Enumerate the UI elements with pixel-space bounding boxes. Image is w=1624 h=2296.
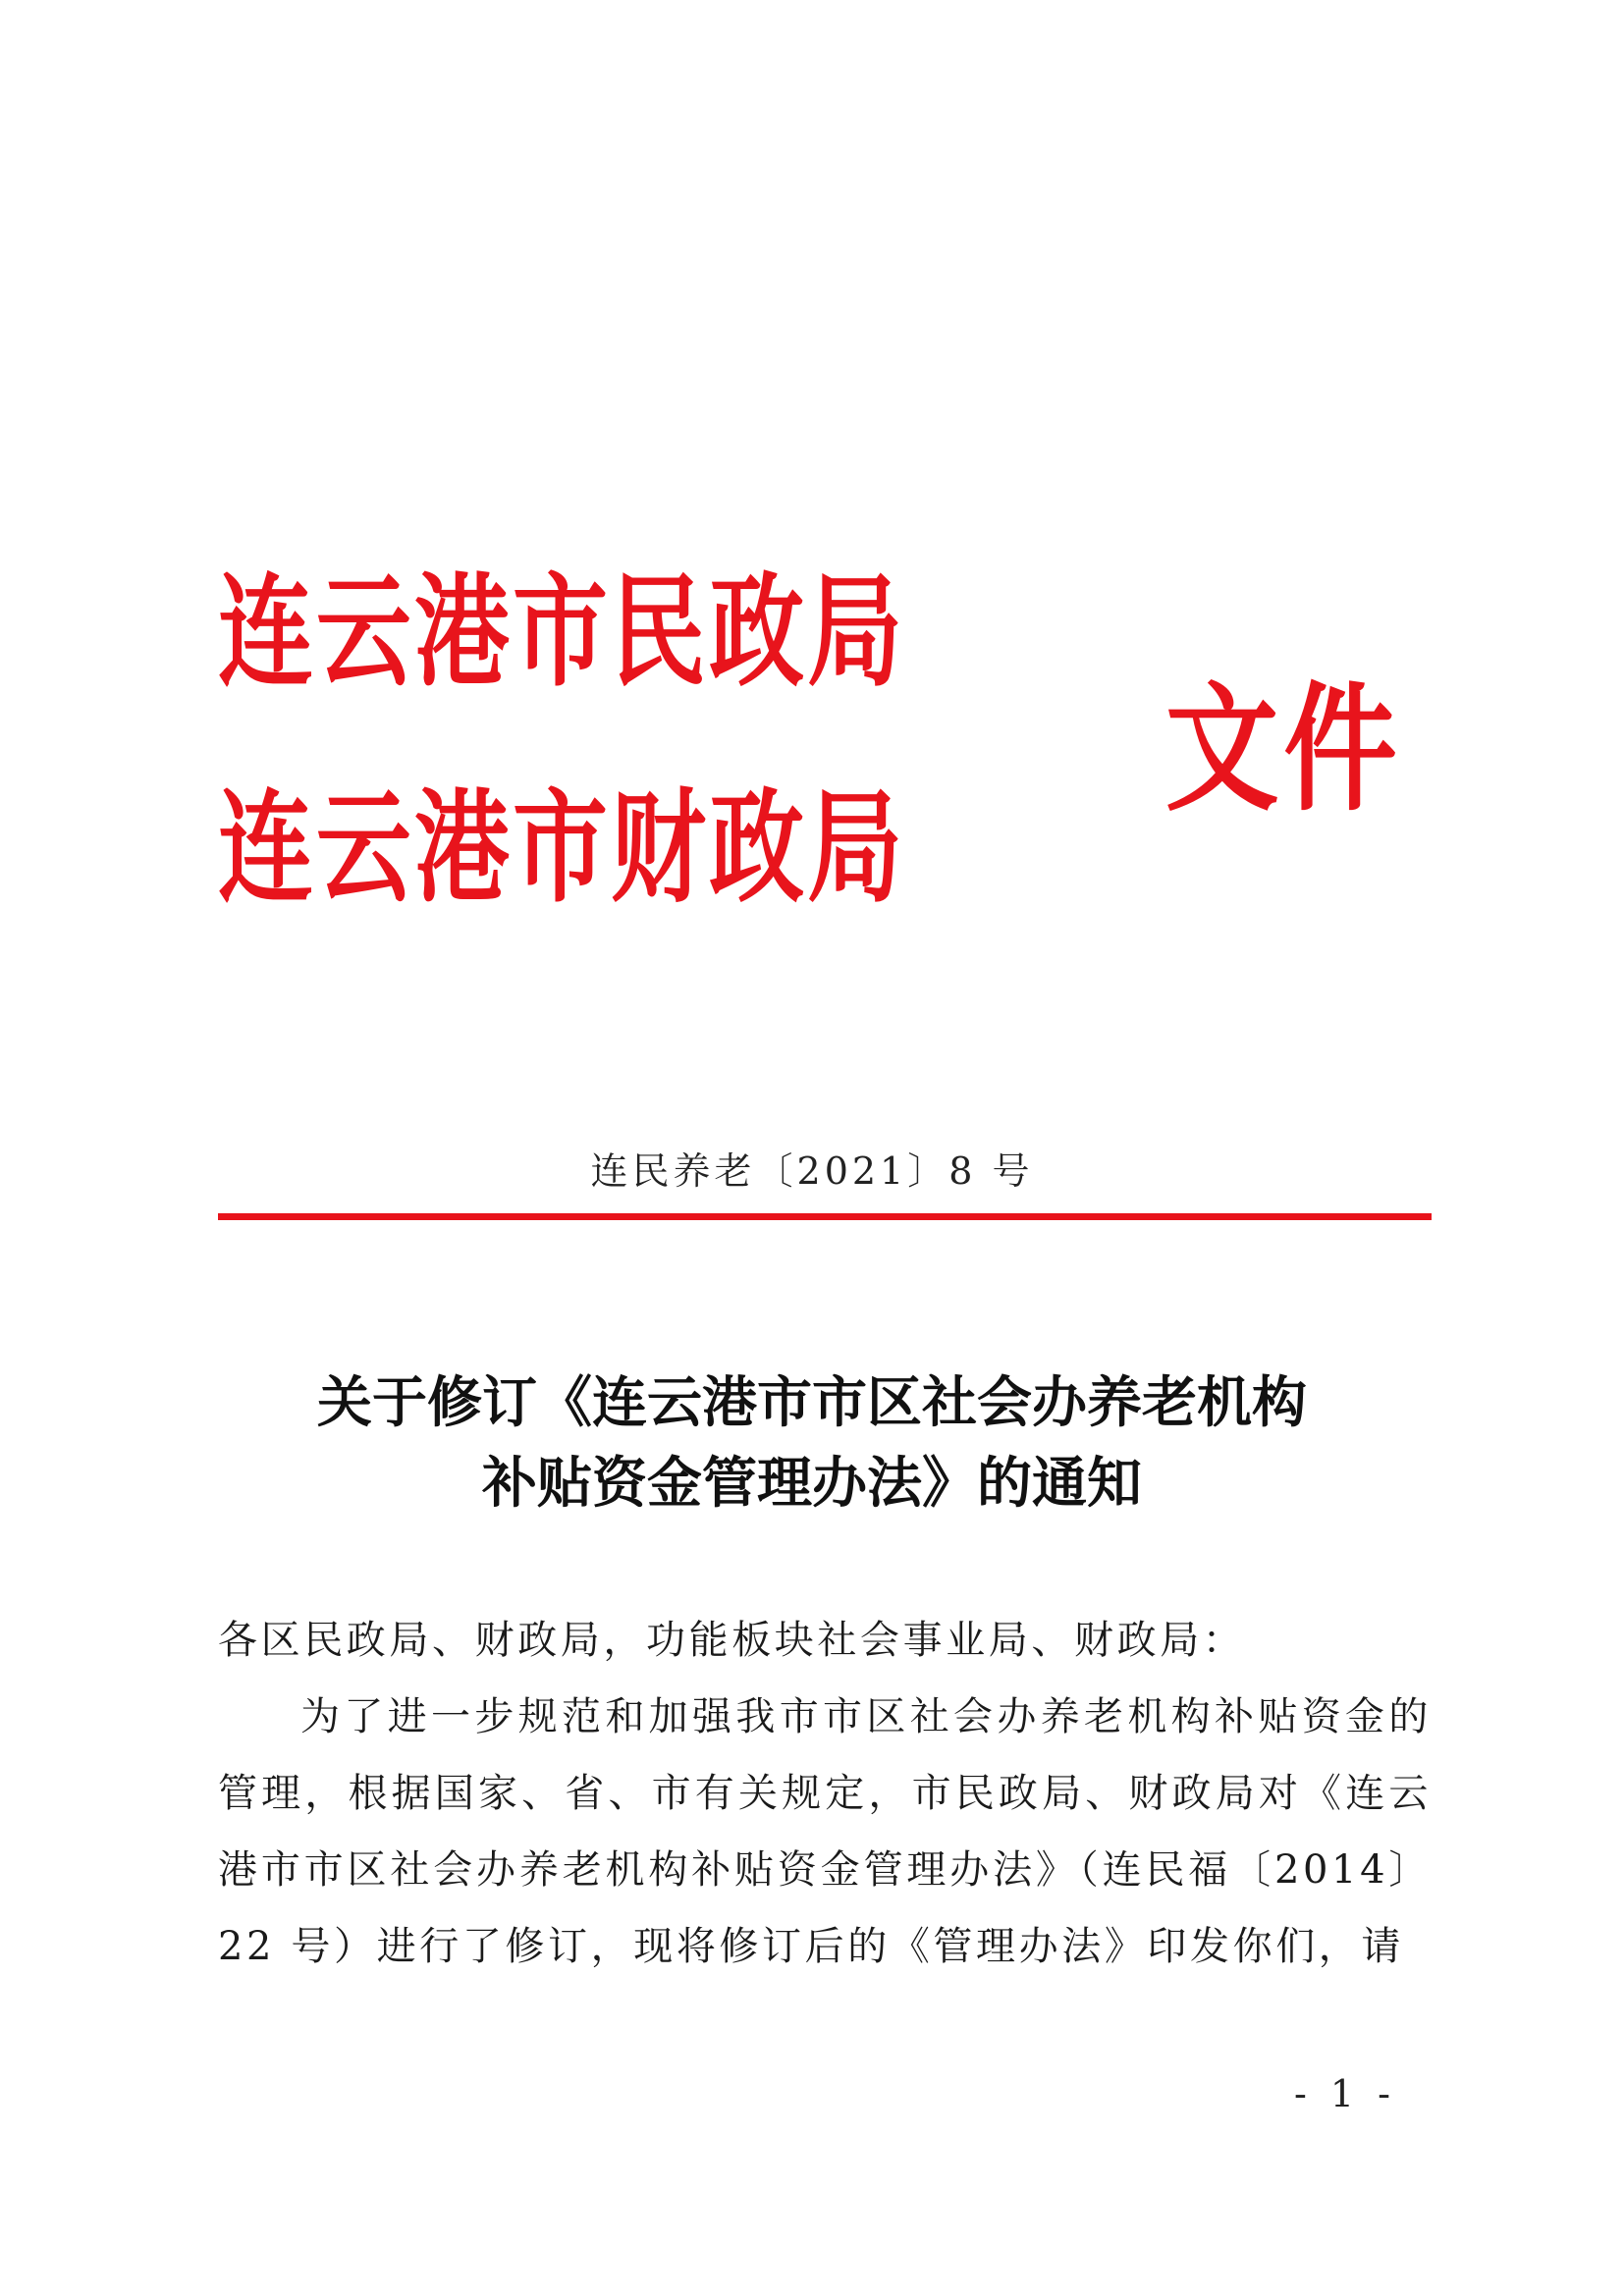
salutation: 各区民政局、财政局，功能板块社会事业局、财政局： <box>218 1618 1246 1663</box>
red-separator-line <box>218 1213 1432 1220</box>
document-number: 连民养老〔2021〕8 号 <box>590 1149 1034 1193</box>
masthead-document-word: 文件 <box>1165 668 1402 830</box>
issuing-agency-2: 连云港市财政局 <box>218 775 906 919</box>
red-masthead <box>218 555 1435 967</box>
page-number: - 1 - <box>1293 2072 1396 2115</box>
issuing-agency-1: 连云港市民政局 <box>218 560 906 703</box>
document-title <box>177 1362 1447 1523</box>
title-line-2: 补贴资金管理办法》的通知 <box>482 1451 1142 1516</box>
document-body <box>218 1602 1432 1985</box>
body-paragraph-1: 为了进一步规范和加强我市市区社会办养老机构补贴资金的管理，根据国家、省、市有关规定，市民政局、财政局对《连云港市市区社会办养老机构补贴资金管理办法》（连民福〔2014〕22 号）进行了修订，现将修订后的《管理办法》印发你们，请 <box>218 1694 1432 1969</box>
title-line-1: 关于修订《连云港市市区社会办养老机构 <box>317 1370 1307 1435</box>
